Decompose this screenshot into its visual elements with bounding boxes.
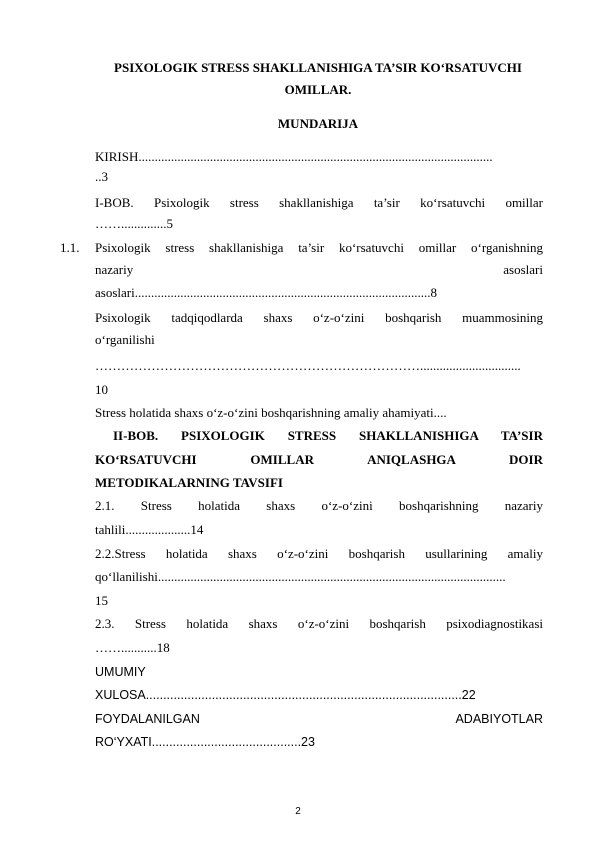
toc-section-1-2-page: 10 <box>95 382 108 397</box>
toc-section-1-1-cont: nazariy asoslari <box>95 262 543 277</box>
toc-section-2-1-page: tahlili....................14 <box>95 522 204 537</box>
toc-section-2-3: 2.3. Stress holatida shaxs o‘z-o‘zini boshqarish psixodiagnostikasi <box>95 616 543 631</box>
toc-conclusion: UMUMIY <box>95 665 146 679</box>
toc-chapter-2: II-BOB. PSIXOLOGIK STRESS SHAKLLANISHIGA TA’SIR <box>113 428 543 443</box>
toc-section-2-2-leader: qo‘llanilishi........................................................................................................... <box>95 569 506 584</box>
toc-section-2-2-page: 15 <box>95 593 108 608</box>
toc-kirish-page: ..3 <box>95 169 108 184</box>
toc-section-2-1: 2.1. Stress holatida shaxs o‘z-o‘zini boshqarishning nazariy <box>95 498 543 513</box>
toc-chapter-1-page: ……..............5 <box>95 216 173 231</box>
toc-chapter-2-cont-2: METODIKALARNING TAVSIFI <box>95 475 283 490</box>
document-title-line-1: PSIXOLOGIK STRESS SHAKLLANISHIGA TA’SIR KO‘RSATUVCHI <box>114 60 522 75</box>
toc-references: FOYDALANILGAN ADABIYOTLAR <box>95 712 543 726</box>
toc-section-1-2-leader: …………………………………………………………………............................... <box>95 358 521 373</box>
toc-chapter-2-cont: KO‘RSATUVCHI OMILLAR ANIQLASHGA DOIR <box>95 452 543 467</box>
toc-chapter-1: I-BOB. Psixologik stress shakllanishiga ta’sir ko‘rsatuvchi omillar <box>95 195 543 210</box>
toc-section-1-3: Stress holatida shaxs o‘z-o‘zini boshqarishning amaliy ahamiyati.... <box>95 405 447 420</box>
toc-section-1-1: Psixologik stress shakllanishiga ta’sir ko‘rsatuvchi omillar o‘rganishning <box>95 240 543 255</box>
toc-section-1-2-cont: o‘rganilishi <box>95 332 155 347</box>
toc-section-1-1-number: 1.1. <box>60 240 80 255</box>
toc-section-1-1-page: asoslari...........................................................................................8 <box>95 285 437 300</box>
contents-heading: MUNDARIJA <box>277 116 359 131</box>
toc-kirish: KIRISH............................................................................................................. <box>95 149 493 164</box>
toc-section-2-3-page: ……...........18 <box>95 640 170 655</box>
toc-references-page: RO‘YXATI...........................................23 <box>95 735 315 749</box>
document-title-line-2: OMILLAR. <box>284 82 352 97</box>
page-number: 2 <box>295 806 301 817</box>
toc-conclusion-page: XULOSA...........................................................................................22 <box>95 688 476 702</box>
toc-section-2-2: 2.2.Stress holatida shaxs o‘z-o‘zini boshqarish usullarining amaliy <box>95 546 543 561</box>
toc-section-1-2: Psixologik tadqiqodlarda shaxs o‘z-o‘zini boshqarish muammosining <box>95 310 543 325</box>
